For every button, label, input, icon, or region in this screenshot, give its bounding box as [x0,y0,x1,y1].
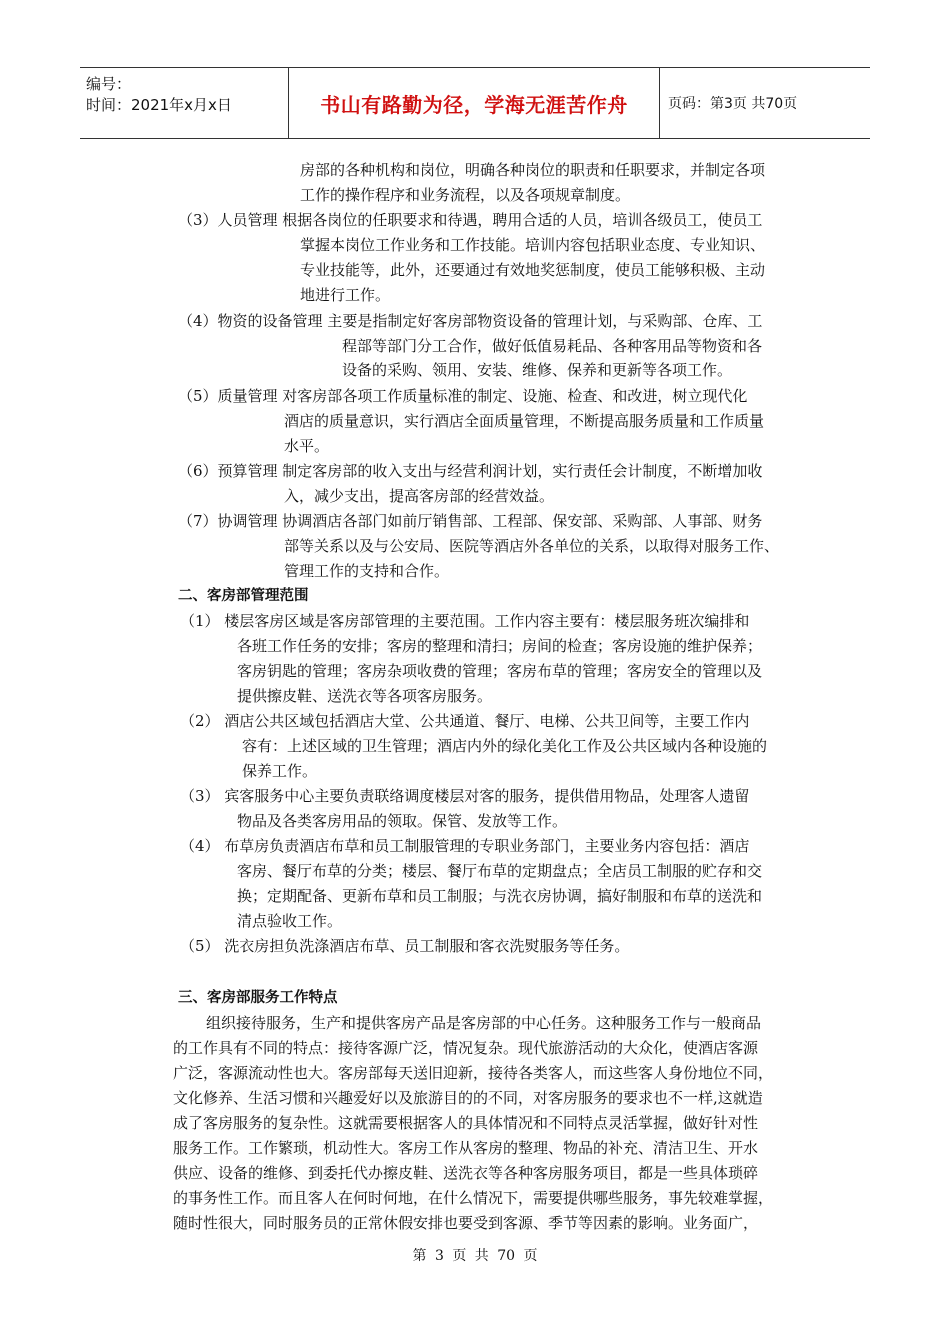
text-line: 水平。 [284,437,330,455]
text-line: 酒店的质量意识，实行酒店全面质量管理，不断提高服务质量和工作质量 [284,412,765,430]
motto: 书山有路勤为径，学海无涯苦作舟 [288,68,660,138]
text-line: 工作的操作程序和业务流程，以及各项规章制度。 [300,186,631,204]
text-line: 提供擦皮鞋、送洗衣等各项客房服务。 [237,687,493,705]
footer-gong: 共 [474,1248,489,1264]
text-line: （7）协调管理 协调酒店各部门如前厅销售部、工程部、保安部、采购部、人事部、财务 [178,512,763,530]
text-line: （4） 布草房负责酒店布草和员工制服管理的专职业务部门，主要业务内容包括：酒店 [180,837,750,855]
text-line: 保养工作。 [242,762,318,780]
text-line: 服务工作。工作繁琐，机动性大。客房工作从客房的整理、物品的补充、清洁卫生、开水 [173,1139,759,1157]
text-line: 专业技能等，此外，还要通过有效地奖惩制度，使员工能够积极、主动 [300,261,766,279]
text-line: 设备的采购、领用、安装、维修、保养和更新等各项工作。 [342,361,733,379]
text-line: 地进行工作。 [300,286,391,304]
text-line: 掌握本岗位工作业务和工作技能。培训内容包括职业态度、专业知识、 [300,236,766,254]
text-line: 组织接待服务，生产和提供客房产品是客房部的中心任务。这种服务工作与一般商品 [206,1014,762,1032]
text-line: （3） 宾客服务中心主要负责联络调度楼层对客的服务，提供借用物品，处理客人遗留 [180,787,750,805]
text-line: （6）预算管理 制定客房部的收入支出与经营利润计划，实行责任会计制度，不断增加收 [178,462,763,480]
text-line: 物品及各类客房用品的领取。保管、发放等工作。 [237,812,568,830]
text-line: 成了客房服务的复杂性。这就需要根据客人的具体情况和不同特点灵活掌握，做好针对性 [173,1114,759,1132]
text-line: 管理工作的支持和合作。 [284,562,450,580]
page-footer [0,1245,950,1265]
text-line: 客房、餐厅布草的分类；楼层、餐厅布草的定期盘点；全店员工制服的贮存和交 [237,862,763,880]
text-line: 程部等部门分工合作，做好低值易耗品、各种客用品等物资和各 [342,337,763,355]
text-line: 清点验收工作。 [237,912,343,930]
footer-ye: 页 [452,1248,467,1264]
date-label: 时间：2021年x月x日 [86,96,232,114]
section-heading: 二、客房部管理范围 [178,588,309,604]
footer-ye: 页 [523,1248,538,1264]
footer-page-number: 3 [434,1248,444,1264]
text-line: （3）人员管理 根据各岗位的任职要求和待遇，聘用合适的人员，培训各级员工，使员工 [178,211,763,229]
text-line: 随时性很大，同时服务员的正常休假安排也要受到客源、季节等因素的影响。业务面广， [173,1214,759,1232]
text-line: 客房钥匙的管理；客房杂项收费的管理；客房布草的管理；客房安全的管理以及 [237,662,763,680]
text-line: 文化修养、生活习惯和兴趣爱好以及旅游目的的不同，对客房服务的要求也不一样,这就造 [173,1089,763,1107]
text-line: 换；定期配备、更新布草和员工制服；与洗衣房协调，搞好制服和布草的送洗和 [237,887,763,905]
text-line: （1） 楼层客房区域是客房部管理的主要范围。工作内容主要有：楼层服务班次编排和 [180,612,750,630]
text-line: （2） 酒店公共区域包括酒店大堂、公共通道、餐厅、电梯、公共卫间等，主要工作内 [180,712,750,730]
text-line: （4）物资的设备管理 主要是指制定好客房部物资设备的管理计划，与采购部、仓库、工 [178,312,763,330]
text-line: （5）质量管理 对客房部各项工作质量标准的制定、设施、检查、和改进，树立现代化 [178,387,748,405]
text-line: 广泛，客源流动性也大。客房部每天送旧迎新，接待各类客人，而这些客人身份地位不同， [173,1064,774,1082]
text-line: 部等关系以及与公安局、医院等酒店外各单位的关系，以取得对服务工作、 [284,537,780,555]
footer-total-pages: 70 [497,1248,516,1264]
footer-di: 第 [412,1248,427,1264]
number-label: 编号： [86,75,132,93]
page-indicator: 页码：第3页 共70页 [668,96,798,112]
header-left-cell [80,68,288,138]
text-line: （5） 洗衣房担负洗涤酒店布草、员工制服和客衣洗熨服务等任务。 [180,937,630,955]
text-line: 供应、设备的维修、到委托代办擦皮鞋、送洗衣等各种客房服务项目，都是一些具体琐碎 [173,1164,759,1182]
text-line: 入，减少支出，提高客房部的经营效益。 [284,487,555,505]
page-header [80,67,870,139]
text-line: 容有：上述区域的卫生管理；酒店内外的绿化美化工作及公共区域内各种设施的 [242,737,768,755]
section-heading: 三、客房部服务工作特点 [178,990,338,1006]
text-line: 房部的各种机构和岗位，明确各种岗位的职责和任职要求，并制定各项 [300,161,766,179]
text-line: 的事务性工作。而且客人在何时何地，在什么情况下，需要提供哪些服务，事先较难掌握， [173,1189,774,1207]
text-line: 的工作具有不同的特点：接待客源广泛，情况复杂。现代旅游活动的大众化，使酒店客源 [173,1039,759,1057]
text-line: 各班工作任务的安排；客房的整理和清扫；房间的检查；客房设施的维护保养； [237,637,763,655]
